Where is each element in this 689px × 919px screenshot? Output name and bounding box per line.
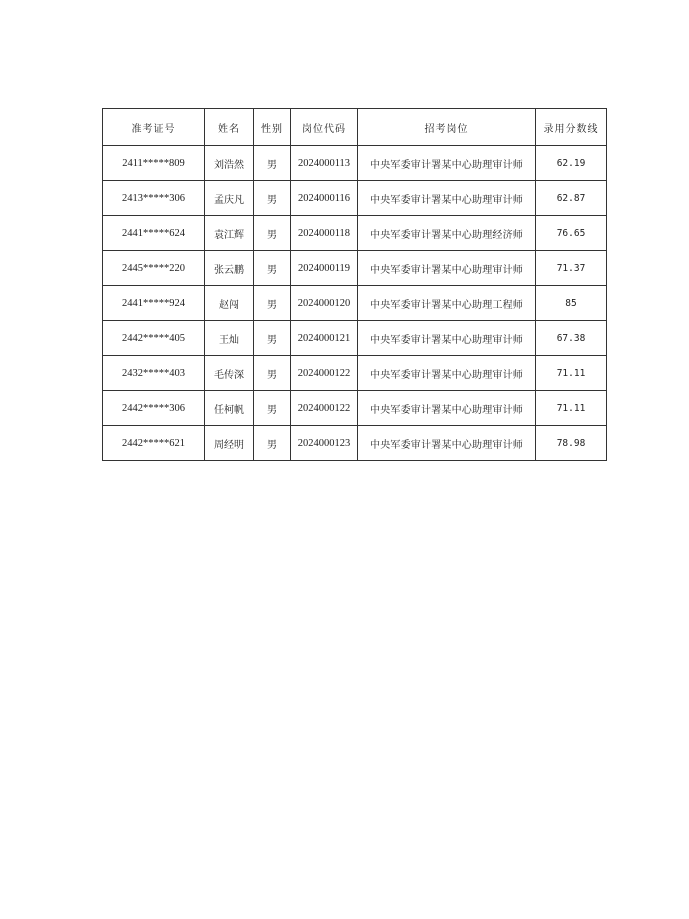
header-position: 招考岗位 — [358, 109, 536, 146]
cell-exam-id: 2445*****220 — [103, 251, 205, 286]
header-position-code: 岗位代码 — [291, 109, 358, 146]
table-row — [103, 251, 607, 286]
header-exam-id: 准考证号 — [103, 109, 205, 146]
cell-position-code: 2024000116 — [291, 181, 358, 216]
cell-name: 任柯帆 — [205, 391, 254, 426]
cell-gender: 男 — [254, 321, 291, 356]
cell-gender: 男 — [254, 426, 291, 461]
header-gender: 性别 — [254, 109, 291, 146]
cell-exam-id: 2432*****403 — [103, 356, 205, 391]
cell-position-code: 2024000121 — [291, 321, 358, 356]
cell-score-line: 67.38 — [536, 321, 607, 356]
cell-position: 中央军委审计署某中心助理工程师 — [358, 286, 536, 321]
table-header-row — [103, 109, 607, 146]
cell-gender: 男 — [254, 181, 291, 216]
cell-position-code: 2024000118 — [291, 216, 358, 251]
table-row — [103, 216, 607, 251]
cell-position-code: 2024000119 — [291, 251, 358, 286]
table-row — [103, 356, 607, 391]
cell-score-line: 62.87 — [536, 181, 607, 216]
cell-position-code: 2024000122 — [291, 356, 358, 391]
cell-exam-id: 2442*****306 — [103, 391, 205, 426]
cell-exam-id: 2441*****924 — [103, 286, 205, 321]
cell-score-line: 71.11 — [536, 356, 607, 391]
cell-gender: 男 — [254, 286, 291, 321]
table-row — [103, 146, 607, 181]
cell-exam-id: 2442*****621 — [103, 426, 205, 461]
header-name: 姓名 — [205, 109, 254, 146]
cell-score-line: 85 — [536, 286, 607, 321]
cell-name: 袁江辉 — [205, 216, 254, 251]
cell-name: 周经明 — [205, 426, 254, 461]
table-row — [103, 426, 607, 461]
cell-position: 中央军委审计署某中心助理经济师 — [358, 216, 536, 251]
cell-gender: 男 — [254, 216, 291, 251]
cell-name: 毛传深 — [205, 356, 254, 391]
cell-gender: 男 — [254, 251, 291, 286]
cell-score-line: 76.65 — [536, 216, 607, 251]
table-row — [103, 286, 607, 321]
cell-gender: 男 — [254, 356, 291, 391]
cell-position: 中央军委审计署某中心助理审计师 — [358, 251, 536, 286]
cell-position-code: 2024000120 — [291, 286, 358, 321]
cell-score-line: 78.98 — [536, 426, 607, 461]
cell-exam-id: 2441*****624 — [103, 216, 205, 251]
cell-name: 刘浩然 — [205, 146, 254, 181]
table-row — [103, 391, 607, 426]
cell-exam-id: 2411*****809 — [103, 146, 205, 181]
cell-position: 中央军委审计署某中心助理审计师 — [358, 426, 536, 461]
table-row — [103, 321, 607, 356]
cell-position-code: 2024000113 — [291, 146, 358, 181]
cell-name: 王灿 — [205, 321, 254, 356]
cell-position: 中央军委审计署某中心助理审计师 — [358, 356, 536, 391]
admission-score-table — [102, 108, 607, 461]
cell-position: 中央军委审计署某中心助理审计师 — [358, 181, 536, 216]
cell-score-line: 71.11 — [536, 391, 607, 426]
cell-position-code: 2024000123 — [291, 426, 358, 461]
cell-exam-id: 2413*****306 — [103, 181, 205, 216]
cell-position: 中央军委审计署某中心助理审计师 — [358, 321, 536, 356]
cell-gender: 男 — [254, 146, 291, 181]
header-score-line: 录用分数线 — [536, 109, 607, 146]
cell-score-line: 71.37 — [536, 251, 607, 286]
document-page — [102, 108, 606, 461]
cell-name: 孟庆凡 — [205, 181, 254, 216]
table-row — [103, 181, 607, 216]
cell-position-code: 2024000122 — [291, 391, 358, 426]
cell-exam-id: 2442*****405 — [103, 321, 205, 356]
cell-gender: 男 — [254, 391, 291, 426]
cell-name: 赵闯 — [205, 286, 254, 321]
cell-position: 中央军委审计署某中心助理审计师 — [358, 391, 536, 426]
cell-name: 张云鹏 — [205, 251, 254, 286]
cell-score-line: 62.19 — [536, 146, 607, 181]
cell-position: 中央军委审计署某中心助理审计师 — [358, 146, 536, 181]
